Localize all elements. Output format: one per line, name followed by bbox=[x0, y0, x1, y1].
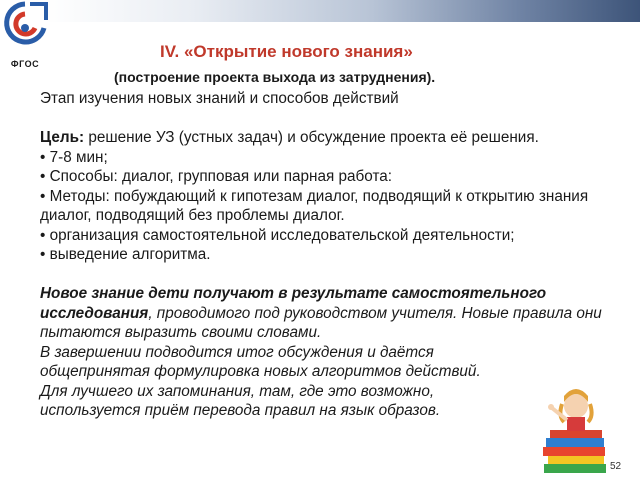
logo-label: ФГОС bbox=[10, 59, 40, 69]
final-line: Для лучшего их запоминания, там, где это возможно, bbox=[40, 382, 435, 400]
final-line: общепринятая формулировка новых алгоритмов действий. bbox=[40, 363, 481, 380]
page-number: 52 bbox=[610, 461, 622, 472]
stage-line: Этап изучения новых знаний и способов действий bbox=[40, 90, 399, 107]
conclusion-bold: Новое знание дети получают в результате самостоятельного исследования bbox=[40, 285, 547, 322]
bullet-item: • выведение алгоритма. bbox=[40, 246, 211, 263]
goal-paragraph bbox=[40, 128, 630, 148]
goal-label: Цель: bbox=[40, 129, 85, 146]
conclusion-rest: , проводимого под руководством учителя. Новые правила они пытаются выразить своими словами. bbox=[40, 304, 602, 341]
header-band bbox=[44, 0, 640, 22]
final-line: используется приём перевода правил на язык образов. bbox=[40, 402, 441, 419]
slide-subtitle: (построение проекта выхода из затруднения). bbox=[114, 69, 436, 85]
conclusion-paragraph bbox=[40, 284, 630, 343]
bullet-item: • Способы: диалог, групповая или парная работа: bbox=[40, 168, 393, 185]
child-with-books-illustration bbox=[540, 382, 610, 474]
bullet-item: • Методы: побуждающий к гипотезам диалог, подводящий к открытию знания диалог, подводящий без проблемы диалог. bbox=[40, 187, 589, 224]
slide-title: IV. «Открытие нового знания» bbox=[160, 42, 413, 61]
bullet-item: • 7-8 мин; bbox=[40, 148, 108, 166]
final-line: В завершении подводится итог обсуждения и даётся bbox=[40, 343, 434, 361]
goal-text: решение УЗ (устных задач) и обсуждение проекта её решения. bbox=[84, 129, 539, 146]
slide-body bbox=[40, 89, 630, 421]
bullet-item: • организация самостоятельной исследовательской деятельности; bbox=[40, 226, 515, 244]
